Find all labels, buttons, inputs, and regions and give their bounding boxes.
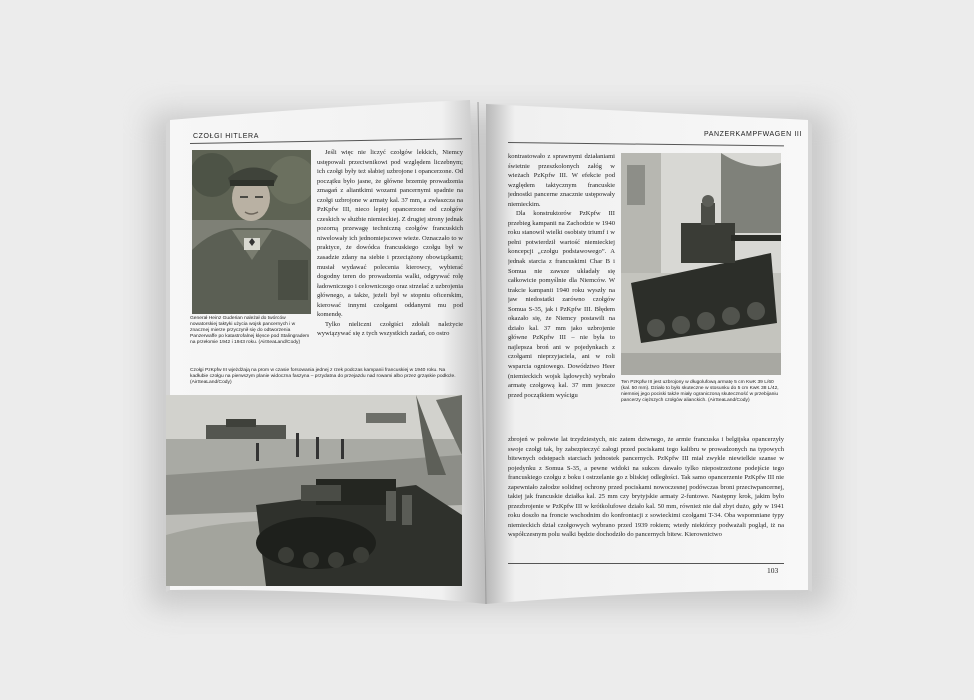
portrait-caption: Generał Heinz Guderian należał do twórców nowatorskiej taktyki użycia wojsk pancernych i w znacznej mierze przyczynił się do odtworzenia Panzerwaffe po katastrofalnej klęsce pod Stalingradem na przełomie 1942 i 1943 roku. (AirSeaLand/Cody) xyxy=(190,316,310,346)
ferry-crossing-photo xyxy=(166,395,462,586)
left-paragraph-1: Jeśli więc nie liczyć czołgów lekkich, Niemcy ustępowali przeciwnikowi pod względem liczebnym; ich czołgi były też słabiej uzbrojone i opancerzone. Od początku było jasne, że główne brzemię prowadzenia zmagań z aliantkimi wozami pancernymi spadnie na czołgi uzbrojone w armaty kal. 37 mm, a zwłaszcza na PzKpfw III, nieco lepiej opancerzone od czołgów czeskich w służbie niemieckiej. Z drugiej strony jednak pozorną przewagę techniczną czołgów francuskich niwelowały ich jednomiejscowe wieże. Oznaczało to w praktyce, że dowódca francuskiego czołgu był w zasadzie zdany na siebie i przeciążony obowiązkami; musiał wydawać polecenia kierowcy, wybierać dogodny teren do prowadzenia walki, odgrywać rolę ładowniczego i celowniczego oraz strzelać z uzbrojenia głównego, a także, jeżeli był w stopniu oficerskim, kierować innymi czołgami oddanymi mu pod komendę. xyxy=(317,149,463,319)
left-running-header: CZOŁGI HITLERA xyxy=(193,133,259,140)
right-paragraph-1: kontrastowało z sprawnymi działaniami świetnie przeszkolonych załóg w wieżach PzKpfw III. W efekcie pod względem taktycznym francuskie jednostki pancerne znacznie ustępowały niemieckim. xyxy=(508,153,615,208)
right-running-header: PANZERKAMPFWAGEN III xyxy=(704,131,802,138)
tank-photo-caption: Ten PzKpfw III jest uzbrojony w długolufową armatę 5 cm KwK 39 L/60 (kal. 50 mm). Działo to było skuteczne w stosunku do 5 cm KwK 38 L/42, niemniej jego pociski także miały ograniczoną skuteczność w przebijaniu pancerzy cięższych czołgów alianckich. (AirSeaLand/Cody) xyxy=(621,380,779,404)
right-wide-text xyxy=(508,435,784,555)
left-paragraph-2: Tylko nieliczni czołgiści zdołali należycie wywiązywać się z tych wszystkich zadań, co ostro xyxy=(317,320,463,338)
page-number: 103 xyxy=(767,566,779,575)
panzer-iii-tank-photo xyxy=(621,153,781,375)
guderian-portrait-photo xyxy=(192,150,311,314)
right-footer-rule xyxy=(508,563,784,564)
right-paragraph-2: Dla konstruktorów PzKpfw III przebieg kampanii na Zachodzie w 1940 roku stanowił wielki osobisty triumf i w pełni potwierdził wartość niemieckiej koncepcji „czołgu podstawowego”. A jednak starcia z francuskimi Char B i Somua nie zawsze układały się całkowicie pomyślnie dla Niemców. W trakcie kampanii 1940 roku wyszły na jaw niedostatki zarówno czołgów Somua S-35, jak i PzKpfw III. Błędem okazało się, że Niemcy postawili na działo kal. 37 mm jako uzbrojenie główne PzKpfw III – nie była to najlepsza broń ani w pojedynkach z czołgami nieprzyjaciela, ani w roli wsparcia ogniowego. Dowództwo Heer (niemieckich wojsk lądowych) wybrało armatę czołgową kal. 37 mm jeszcze przed początkiem wyścigu xyxy=(508,210,615,399)
page-stack-right xyxy=(808,120,812,592)
left-body-text xyxy=(317,148,463,360)
right-body-text xyxy=(508,152,615,435)
ferry-caption: Czołgi PzKpfw III wjeżdżają na prom w czasie forsowania jednej z rzek podczas kampanii francuskiej w 1940 roku. Na kadłubie czołgu na pierwszym planie widoczna faszyna – przydatna do przejazdu nad rowami albo przez grząskie podłoże. (AirSeaLand/Cody) xyxy=(190,368,456,386)
right-paragraph-3: zbrojeń w połowie lat trzydziestych, nic zatem dziwnego, że armie francuska i belgijska opancerzyły swoje czołgi tak, by zabezpieczyć załogi przed pociskami tego kalibru w prowadzonych na typowych bitewnych odstępach starciach jednostek pancernych. PzKpfw III miał zwykle niewielkie szanse w pojedynku z Somua S-35, a pewne widoki na sukces dawało tylko niepostrzeżone podejście tego francuskiego czołgu z boku i ostrzelanie go z bliskiej odległości. Tak samo opancerzenie PzKpfw III nie zapewniało załodze solidnej ochrony przed pociskami nowoczesnej podówczas broni przeciwpancernej, takiej jak francuskie działka kal. 25 mm czy brytyjskie armaty 2-funtowe. Następny krok, jakim było przezbrojenie w PzKpfw III w krótkolufowe działo kal. 50 mm, również nie dał zbyt dużo, gdy w 1941 roku doszło na froncie wschodnim do konfrontacji z sowieckimi czołgami T-34. Oba wspomniane typy niemieckich dział czołgowych wybrano przed 1939 rokiem; wtedy niektórzy podważali pogląd, iż na współczesnym polu walki będzie dochodziło do pancernych bitew. Kierownictwo xyxy=(508,436,784,539)
